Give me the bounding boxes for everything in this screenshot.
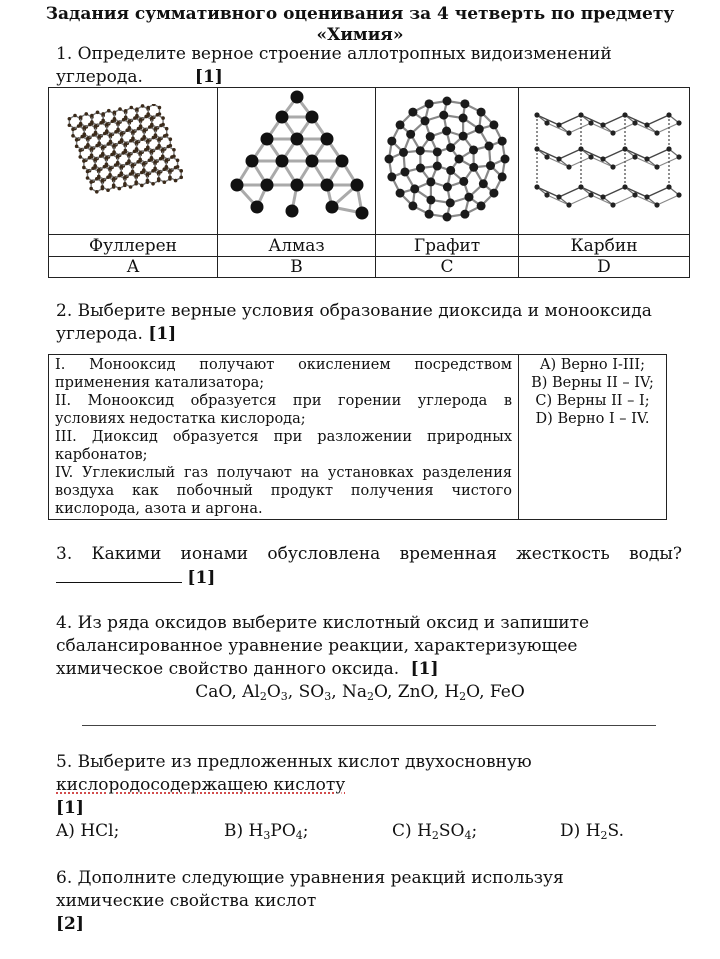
question-3 bbox=[56, 543, 682, 590]
option-c: C) Верны II – I; bbox=[535, 393, 650, 409]
q4-text-line-1: 4. Из ряда оксидов выберите кислотный оксид и запишите bbox=[56, 613, 590, 633]
q5-text-line-2: кислородосодержащею кислоту bbox=[56, 775, 346, 795]
title-line-1: Задания суммативного оценивания за 4 четверть по предмету bbox=[45, 4, 675, 24]
conditions-table bbox=[48, 354, 667, 520]
q5-option-d bbox=[560, 820, 624, 843]
q3-score: [1] bbox=[187, 568, 216, 588]
title-line-2: «Химия» bbox=[316, 25, 404, 45]
q2-text-line-2: углерода. bbox=[56, 324, 143, 344]
oxide-list-text: CaO, $Al_2O_3$, $SO_3$, $Na_2O$, ZnO, $H_2O$, FeO bbox=[195, 682, 525, 703]
statement-3: III. Диоксид образуется при разложении природных карбонатов; bbox=[55, 429, 512, 463]
fullerene-structure-icon bbox=[382, 94, 512, 224]
q3-text: 3. Какими ионами обусловлена временная жесткость воды? bbox=[56, 544, 682, 564]
q5-option-b bbox=[224, 820, 309, 843]
name-row bbox=[49, 235, 690, 257]
structure-cell-c bbox=[376, 88, 519, 235]
diamond-structure-icon bbox=[222, 89, 372, 229]
answer-line bbox=[82, 725, 656, 726]
q1-score: [1] bbox=[194, 67, 223, 87]
condition-options bbox=[519, 355, 667, 520]
q6-score: [2] bbox=[56, 914, 84, 934]
letter-cell-1: A bbox=[49, 257, 218, 278]
q5-text-line-1: 5. Выберите из предложенных кислот двухосновную bbox=[56, 752, 532, 772]
q2-score: [1] bbox=[148, 324, 177, 344]
statement-2: II. Монооксид образуется при горении углерода в условиях недостатка кислорода; bbox=[55, 393, 512, 427]
question-4 bbox=[56, 612, 682, 704]
name-cell-1: Фуллерен bbox=[49, 235, 218, 257]
q3-answer-line-wrap bbox=[56, 566, 682, 590]
structure-cell-b bbox=[218, 88, 376, 235]
q4-text-line-3: химическое свойство данного оксида. bbox=[56, 659, 400, 679]
name-cell-2: Алмаз bbox=[218, 235, 376, 257]
statement-1: I. Монооксид получают окислением посредством применения катализатора; bbox=[55, 357, 512, 391]
carbyne-structure-icon bbox=[527, 101, 682, 216]
q1-text-line-2-wrap bbox=[56, 66, 682, 89]
q6-text-line-2: химические свойства кислот bbox=[56, 891, 317, 911]
conditions-row bbox=[49, 355, 667, 520]
q4-text-line-2: сбалансированное уравнение реакции, характеризующее bbox=[56, 636, 578, 656]
q5-option-c bbox=[392, 820, 477, 843]
statement-4: IV. Углекислый газ получают на установках разделения воздуха как побочный продукт получения чистого кислорода, азота и аргона. bbox=[55, 465, 512, 517]
structure-image-row bbox=[49, 88, 690, 235]
question-2 bbox=[56, 300, 682, 346]
letter-cell-2: B bbox=[218, 257, 376, 278]
question-5 bbox=[56, 751, 682, 820]
letter-cell-4: D bbox=[519, 257, 690, 278]
condition-statements bbox=[49, 355, 519, 520]
option-b: B) Верны II – IV; bbox=[531, 375, 654, 391]
letter-cell-3: C bbox=[376, 257, 519, 278]
q2-text-line-2-wrap bbox=[56, 323, 682, 346]
question-1 bbox=[56, 43, 682, 89]
q5-option-b-text: B) $H_3PO_4$; bbox=[224, 821, 309, 842]
q4-text-line-3-wrap bbox=[56, 658, 682, 681]
question-6 bbox=[56, 867, 682, 936]
q5-option-a: A) HCl; bbox=[56, 821, 120, 841]
q3-answer-blank[interactable] bbox=[56, 566, 182, 583]
q6-text-line-1: 6. Дополните следующие уравнения реакций используя bbox=[56, 868, 564, 888]
structure-cell-d bbox=[519, 88, 690, 235]
q1-text-line-1: 1. Определите верное строение аллотропных видоизменений bbox=[56, 44, 612, 64]
oxide-list bbox=[0, 681, 720, 704]
structure-cell-a bbox=[49, 88, 218, 235]
page-title bbox=[0, 4, 720, 46]
q5-option-c-text: C) $H_2SO_4$; bbox=[392, 821, 478, 842]
q5-text-line-2-wrap bbox=[56, 774, 682, 797]
q5-score: [1] bbox=[56, 798, 84, 818]
name-cell-4: Карбин bbox=[519, 235, 690, 257]
q4-score: [1] bbox=[410, 659, 439, 679]
q1-text-line-2: углерода. bbox=[56, 67, 143, 87]
option-a: A) Верно I-III; bbox=[540, 357, 645, 373]
name-cell-3: Графит bbox=[376, 235, 519, 257]
q5-option-d-text: D) $H_2S$. bbox=[560, 821, 624, 842]
letter-row bbox=[49, 257, 690, 278]
q2-text-line-1: 2. Выберите верные условия образование диоксида и монооксида bbox=[56, 301, 652, 321]
graphene-structure-icon bbox=[53, 104, 213, 214]
option-d: D) Верно I – IV. bbox=[535, 411, 650, 427]
allotrope-table bbox=[48, 87, 690, 278]
